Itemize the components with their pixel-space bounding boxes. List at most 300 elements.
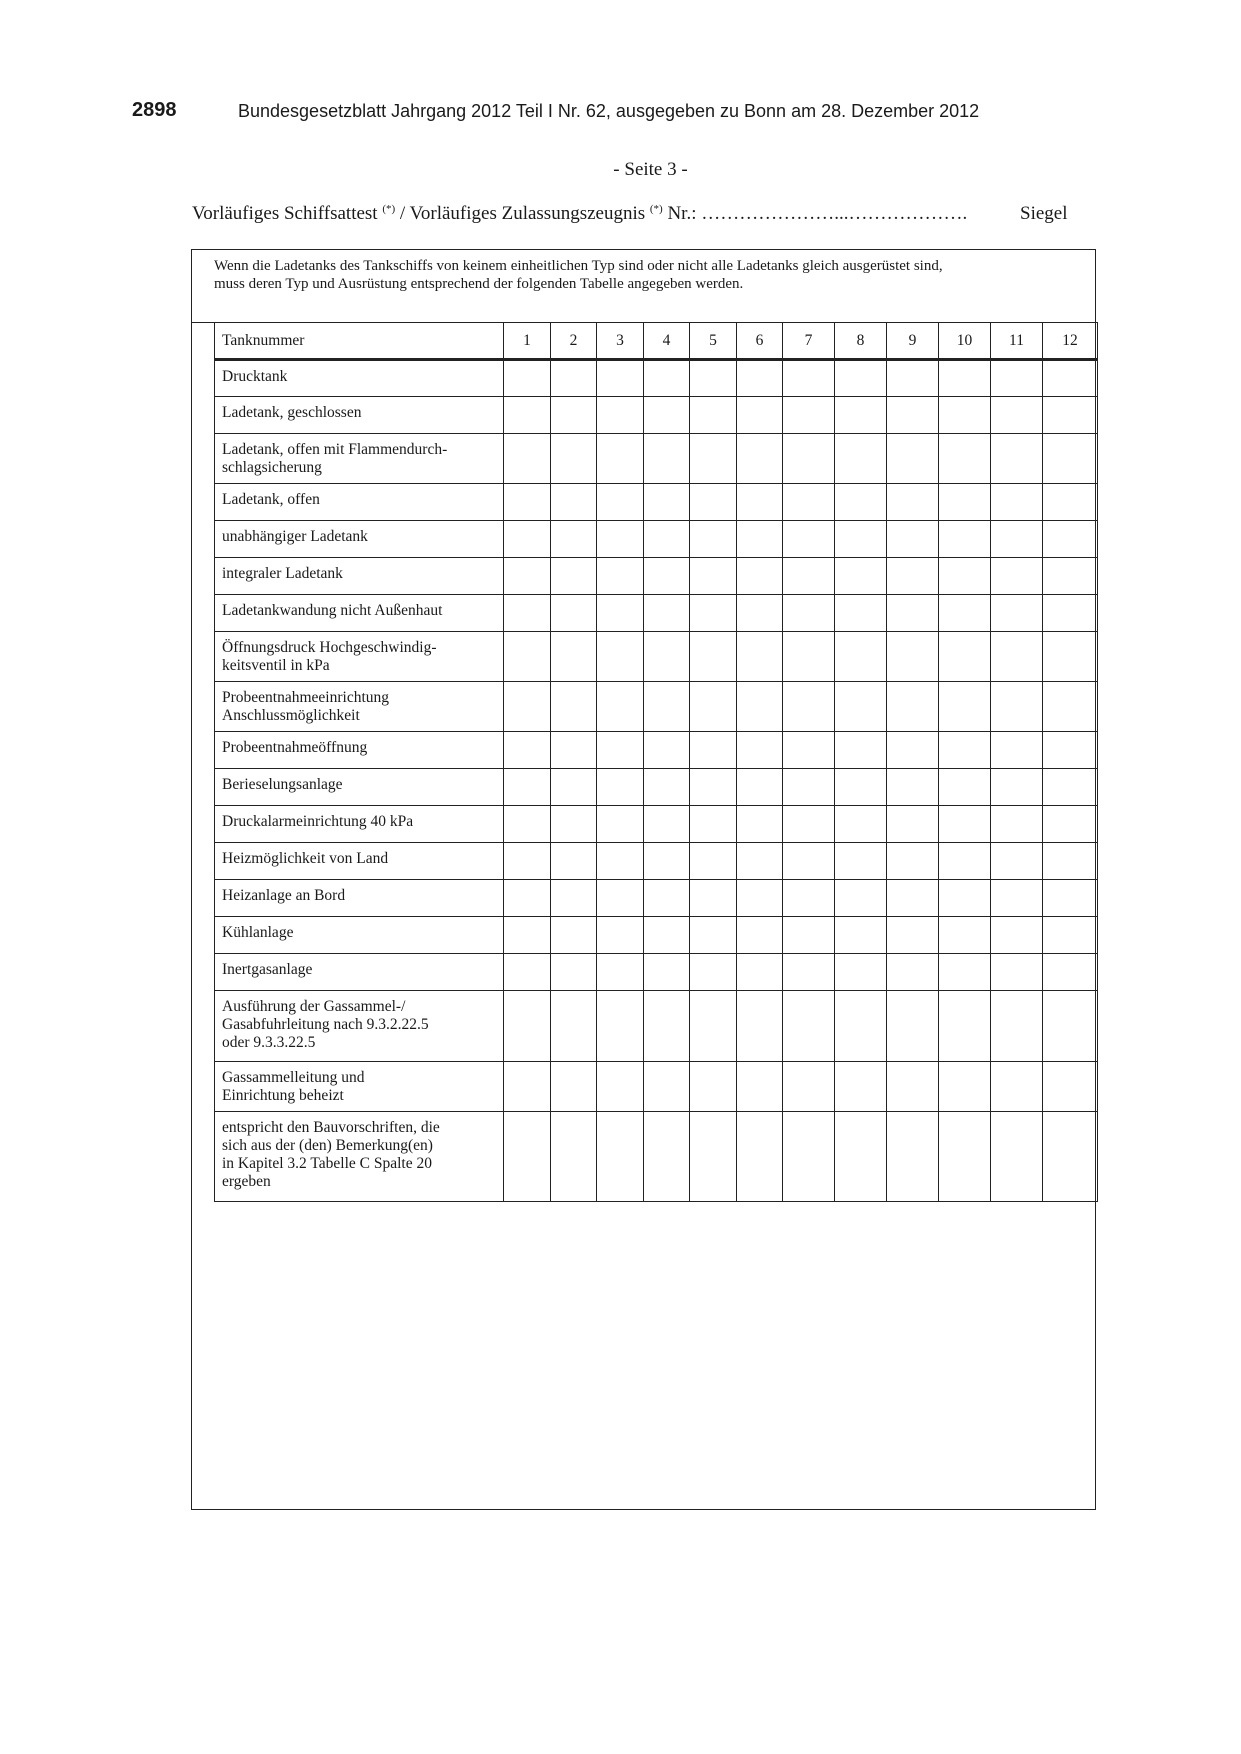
tank-entry-cell[interactable]: [551, 521, 597, 558]
tank-entry-cell[interactable]: [644, 769, 690, 806]
tank-entry-cell[interactable]: [690, 521, 737, 558]
tank-entry-cell[interactable]: [939, 360, 991, 397]
tank-entry-cell[interactable]: [504, 484, 551, 521]
tank-entry-cell[interactable]: [737, 484, 783, 521]
tank-entry-cell[interactable]: [644, 954, 690, 991]
tank-entry-cell[interactable]: [551, 632, 597, 682]
tank-entry-cell[interactable]: [1043, 917, 1098, 954]
tank-entry-cell[interactable]: [597, 732, 644, 769]
footnote-mark-1: (*): [382, 203, 396, 215]
tank-entry-cell[interactable]: [1043, 843, 1098, 880]
tank-entry-cell[interactable]: [939, 558, 991, 595]
table-row: [215, 1062, 1098, 1112]
tank-entry-cell[interactable]: [551, 1112, 597, 1202]
tank-entry-cell[interactable]: [783, 769, 835, 806]
table-row: [215, 558, 1098, 595]
row-label: [215, 991, 504, 1062]
tank-entry-cell[interactable]: [835, 632, 887, 682]
tank-entry-cell[interactable]: [644, 1062, 690, 1112]
tank-entry-cell[interactable]: [887, 595, 939, 632]
row-label: [215, 558, 504, 595]
tank-entry-cell[interactable]: [1043, 521, 1098, 558]
tank-entry-cell[interactable]: [551, 360, 597, 397]
tank-entry-cell[interactable]: [783, 595, 835, 632]
tank-entry-cell[interactable]: [991, 558, 1043, 595]
tank-entry-cell[interactable]: [644, 434, 690, 484]
table-row: [215, 484, 1098, 521]
tank-entry-cell[interactable]: [939, 521, 991, 558]
tank-entry-cell[interactable]: [737, 1112, 783, 1202]
row-label: [215, 806, 504, 843]
footnote-mark-2: (*): [649, 203, 663, 215]
tank-entry-cell[interactable]: [939, 595, 991, 632]
tank-entry-cell[interactable]: [644, 917, 690, 954]
row-label-text: Inertgasanlage: [222, 961, 313, 978]
tank-entry-cell[interactable]: [597, 1062, 644, 1112]
tank-entry-cell[interactable]: [690, 360, 737, 397]
row-label: [215, 682, 504, 732]
tank-entry-cell[interactable]: [504, 521, 551, 558]
tank-entry-cell[interactable]: [939, 1112, 991, 1202]
tank-entry-cell[interactable]: [991, 880, 1043, 917]
tank-entry-cell[interactable]: [991, 991, 1043, 1062]
tank-entry-cell[interactable]: [835, 521, 887, 558]
tank-entry-cell[interactable]: [690, 880, 737, 917]
tank-entry-cell[interactable]: [887, 732, 939, 769]
table-row: [215, 769, 1098, 806]
tank-entry-cell[interactable]: [835, 1112, 887, 1202]
tank-entry-cell[interactable]: [690, 806, 737, 843]
tank-entry-cell[interactable]: [644, 682, 690, 732]
tank-entry-cell[interactable]: [737, 682, 783, 732]
tank-entry-cell[interactable]: [644, 806, 690, 843]
tank-entry-cell[interactable]: [939, 397, 991, 434]
tank-entry-cell[interactable]: [991, 434, 1043, 484]
tank-entry-cell[interactable]: [737, 595, 783, 632]
row-label: [215, 843, 504, 880]
tank-entry-cell[interactable]: [1043, 806, 1098, 843]
tank-entry-cell[interactable]: [887, 434, 939, 484]
tank-entry-cell[interactable]: [783, 434, 835, 484]
row-label-text: Drucktank: [222, 368, 288, 385]
column-header: 12: [1043, 323, 1098, 360]
tank-table: [214, 322, 1098, 1202]
tank-entry-cell[interactable]: [835, 360, 887, 397]
tank-entry-cell[interactable]: [887, 769, 939, 806]
tank-entry-cell[interactable]: [737, 360, 783, 397]
page-label: - Seite 3 -: [613, 159, 688, 180]
table-row: [215, 397, 1098, 434]
tank-entry-cell[interactable]: [504, 880, 551, 917]
tank-entry-cell[interactable]: [783, 732, 835, 769]
column-header: 4: [644, 323, 690, 360]
tank-entry-cell[interactable]: [644, 595, 690, 632]
tank-entry-cell[interactable]: [1043, 732, 1098, 769]
table-row: [215, 521, 1098, 558]
tank-entry-cell[interactable]: [991, 917, 1043, 954]
tank-entry-cell[interactable]: [737, 806, 783, 843]
table-row: [215, 1112, 1098, 1202]
tank-entry-cell[interactable]: [939, 880, 991, 917]
certificate-line: [192, 203, 967, 225]
tank-entry-cell[interactable]: [737, 632, 783, 682]
gazette-header: Bundesgesetzblatt Jahrgang 2012 Teil I Nr. 62, ausgegeben zu Bonn am 28. Dezember 2012: [238, 101, 980, 121]
tank-entry-cell[interactable]: [835, 769, 887, 806]
table-row: [215, 632, 1098, 682]
tank-entry-cell[interactable]: [887, 1062, 939, 1112]
tank-entry-cell[interactable]: [504, 917, 551, 954]
tank-entry-cell[interactable]: [835, 732, 887, 769]
tank-entry-cell[interactable]: [551, 434, 597, 484]
tank-entry-cell[interactable]: [504, 434, 551, 484]
row-label: [215, 521, 504, 558]
tank-entry-cell[interactable]: [737, 991, 783, 1062]
row-label-text: Ladetank, offen: [222, 491, 320, 508]
tank-entry-cell[interactable]: [504, 1062, 551, 1112]
tank-entry-cell[interactable]: [597, 682, 644, 732]
table-body: [215, 360, 1098, 1202]
tank-entry-cell[interactable]: [783, 682, 835, 732]
tank-entry-cell[interactable]: [939, 484, 991, 521]
tank-entry-cell[interactable]: [737, 434, 783, 484]
tank-entry-cell[interactable]: [887, 521, 939, 558]
tank-entry-cell[interactable]: [690, 484, 737, 521]
tank-entry-cell[interactable]: [991, 484, 1043, 521]
tank-entry-cell[interactable]: [991, 682, 1043, 732]
tank-entry-cell[interactable]: [835, 954, 887, 991]
seal-label: Siegel: [1020, 203, 1068, 224]
row-label-text: Probeentnahmeöffnung: [222, 739, 368, 756]
row-label: [215, 769, 504, 806]
row-label: [215, 632, 504, 682]
tank-entry-cell[interactable]: [835, 917, 887, 954]
certificate-text-1: Vorläufiges Schiffsattest: [192, 203, 383, 224]
column-header: 10: [939, 323, 991, 360]
tank-entry-cell[interactable]: [991, 806, 1043, 843]
tank-entry-cell[interactable]: [887, 917, 939, 954]
tank-entry-cell[interactable]: [991, 360, 1043, 397]
tank-entry-cell[interactable]: [690, 843, 737, 880]
row-label: [215, 360, 504, 397]
tank-entry-cell[interactable]: [690, 632, 737, 682]
tank-entry-cell[interactable]: [737, 732, 783, 769]
tank-entry-cell[interactable]: [835, 843, 887, 880]
row-label: [215, 595, 504, 632]
tank-entry-cell[interactable]: [504, 558, 551, 595]
intro-text: [214, 257, 1084, 293]
tank-entry-cell[interactable]: [737, 521, 783, 558]
tank-entry-cell[interactable]: [939, 1062, 991, 1112]
tank-entry-cell[interactable]: [1043, 632, 1098, 682]
row-label-text: Heizanlage an Bord: [222, 887, 346, 904]
tank-entry-cell[interactable]: [504, 769, 551, 806]
tank-entry-cell[interactable]: [939, 769, 991, 806]
row-label: [215, 917, 504, 954]
column-header: 9: [887, 323, 939, 360]
column-header: 5: [690, 323, 737, 360]
tank-entry-cell[interactable]: [835, 484, 887, 521]
tank-entry-cell[interactable]: [939, 434, 991, 484]
tank-entry-cell[interactable]: [504, 954, 551, 991]
tank-entry-cell[interactable]: [551, 806, 597, 843]
tank-entry-cell[interactable]: [991, 595, 1043, 632]
column-header: 8: [835, 323, 887, 360]
row-label: [215, 1062, 504, 1112]
tank-entry-cell[interactable]: [991, 521, 1043, 558]
table-row: [215, 843, 1098, 880]
tank-entry-cell[interactable]: [835, 806, 887, 843]
tank-entry-cell[interactable]: [887, 991, 939, 1062]
column-header: 2: [551, 323, 597, 360]
table-row: [215, 682, 1098, 732]
tank-entry-cell[interactable]: [991, 632, 1043, 682]
tank-entry-cell[interactable]: [644, 521, 690, 558]
tank-entry-cell[interactable]: [835, 434, 887, 484]
tank-entry-cell[interactable]: [504, 806, 551, 843]
tank-entry-cell[interactable]: [504, 360, 551, 397]
tank-entry-cell[interactable]: [644, 397, 690, 434]
tank-entry-cell[interactable]: [551, 558, 597, 595]
tank-entry-cell[interactable]: [783, 484, 835, 521]
tank-entry-cell[interactable]: [939, 682, 991, 732]
tank-entry-cell[interactable]: [939, 917, 991, 954]
tank-entry-cell[interactable]: [690, 595, 737, 632]
table-row: [215, 806, 1098, 843]
column-header: 3: [597, 323, 644, 360]
tank-entry-cell[interactable]: [939, 991, 991, 1062]
tank-entry-cell[interactable]: [939, 732, 991, 769]
tank-entry-cell[interactable]: [1043, 595, 1098, 632]
tank-entry-cell[interactable]: [597, 360, 644, 397]
tank-entry-cell[interactable]: [551, 769, 597, 806]
tank-entry-cell[interactable]: [597, 806, 644, 843]
tank-entry-cell[interactable]: [991, 954, 1043, 991]
tank-entry-cell[interactable]: [644, 880, 690, 917]
tank-entry-cell[interactable]: [783, 917, 835, 954]
tank-entry-cell[interactable]: [835, 1062, 887, 1112]
row-label: [215, 1112, 504, 1202]
tank-entry-cell[interactable]: [504, 632, 551, 682]
row-label-text: unabhängiger Ladetank: [222, 528, 368, 545]
tank-entry-cell[interactable]: [504, 991, 551, 1062]
tank-entry-cell[interactable]: [887, 484, 939, 521]
tank-entry-cell[interactable]: [597, 991, 644, 1062]
tank-entry-cell[interactable]: [991, 769, 1043, 806]
tank-entry-cell[interactable]: [1043, 1112, 1098, 1202]
tank-entry-cell[interactable]: [690, 1062, 737, 1112]
certificate-text-2: / Vorläufiges Zulassungszeugnis: [395, 203, 650, 224]
column-header: 11: [991, 323, 1043, 360]
row-label-text: Gassammelleitung und Einrichtung beheizt: [222, 1069, 365, 1104]
tank-number-header: Tanknummer: [215, 323, 504, 360]
tank-entry-cell[interactable]: [783, 1062, 835, 1112]
page-number: 2898: [132, 99, 177, 121]
tank-entry-cell[interactable]: [991, 732, 1043, 769]
tank-entry-cell[interactable]: [597, 521, 644, 558]
tank-entry-cell[interactable]: [597, 843, 644, 880]
tank-entry-cell[interactable]: [783, 954, 835, 991]
tank-entry-cell[interactable]: [1043, 484, 1098, 521]
tank-entry-cell[interactable]: [835, 682, 887, 732]
tank-entry-cell[interactable]: [835, 558, 887, 595]
tank-entry-cell[interactable]: [1043, 558, 1098, 595]
tank-entry-cell[interactable]: [783, 632, 835, 682]
tank-entry-cell[interactable]: [737, 769, 783, 806]
tank-entry-cell[interactable]: [835, 397, 887, 434]
tank-entry-cell[interactable]: [1043, 954, 1098, 991]
tank-entry-cell[interactable]: [939, 843, 991, 880]
tank-entry-cell[interactable]: [783, 360, 835, 397]
tank-entry-cell[interactable]: [551, 843, 597, 880]
tank-entry-cell[interactable]: [644, 1112, 690, 1202]
tank-entry-cell[interactable]: [939, 806, 991, 843]
tank-entry-cell[interactable]: [644, 484, 690, 521]
tank-entry-cell[interactable]: [1043, 991, 1098, 1062]
tank-entry-cell[interactable]: [783, 880, 835, 917]
tank-entry-cell[interactable]: [783, 397, 835, 434]
tank-entry-cell[interactable]: [597, 954, 644, 991]
tank-entry-cell[interactable]: [597, 558, 644, 595]
tank-entry-cell[interactable]: [597, 434, 644, 484]
tank-entry-cell[interactable]: [737, 1062, 783, 1112]
table-row: [215, 434, 1098, 484]
tank-entry-cell[interactable]: [1043, 397, 1098, 434]
tank-entry-cell[interactable]: [783, 991, 835, 1062]
tank-entry-cell[interactable]: [644, 360, 690, 397]
tank-entry-cell[interactable]: [551, 595, 597, 632]
tank-entry-cell[interactable]: [690, 732, 737, 769]
tank-entry-cell[interactable]: [690, 769, 737, 806]
tank-entry-cell[interactable]: [551, 880, 597, 917]
tank-entry-cell[interactable]: [504, 843, 551, 880]
tank-entry-cell[interactable]: [835, 595, 887, 632]
tank-entry-cell[interactable]: [737, 843, 783, 880]
tank-entry-cell[interactable]: [690, 917, 737, 954]
tank-entry-cell[interactable]: [783, 1112, 835, 1202]
tank-entry-cell[interactable]: [644, 558, 690, 595]
tank-entry-cell[interactable]: [551, 954, 597, 991]
tank-entry-cell[interactable]: [690, 991, 737, 1062]
tank-entry-cell[interactable]: [690, 558, 737, 595]
tank-entry-cell[interactable]: [551, 732, 597, 769]
tank-entry-cell[interactable]: [939, 954, 991, 991]
tank-entry-cell[interactable]: [551, 484, 597, 521]
tank-entry-cell[interactable]: [887, 632, 939, 682]
row-label-text: Ladetankwandung nicht Außenhaut: [222, 602, 443, 619]
tank-entry-cell[interactable]: [504, 397, 551, 434]
tank-entry-cell[interactable]: [783, 521, 835, 558]
row-label-text: entspricht den Bauvorschriften, die sich aus der (den) Bemerkung(en) in Kapitel 3.2 Tabelle C Spalte 20 ergeben: [222, 1119, 440, 1190]
tank-entry-cell[interactable]: [1043, 880, 1098, 917]
tank-entry-cell[interactable]: [783, 843, 835, 880]
row-label: [215, 484, 504, 521]
table-row: [215, 732, 1098, 769]
tank-entry-cell[interactable]: [551, 397, 597, 434]
row-label: [215, 434, 504, 484]
row-label: [215, 732, 504, 769]
tank-entry-cell[interactable]: [887, 397, 939, 434]
tank-entry-cell[interactable]: [835, 880, 887, 917]
tank-entry-cell[interactable]: [887, 806, 939, 843]
tank-entry-cell[interactable]: [887, 360, 939, 397]
tank-entry-cell[interactable]: [939, 632, 991, 682]
tank-entry-cell[interactable]: [737, 558, 783, 595]
tank-entry-cell[interactable]: [597, 917, 644, 954]
tank-entry-cell[interactable]: [991, 1112, 1043, 1202]
tank-entry-cell[interactable]: [887, 682, 939, 732]
row-label-text: Probeentnahmeeinrichtung Anschlussmöglichkeit: [222, 689, 390, 724]
tank-entry-cell[interactable]: [551, 991, 597, 1062]
tank-entry-cell[interactable]: [887, 954, 939, 991]
tank-entry-cell[interactable]: [504, 732, 551, 769]
tank-entry-cell[interactable]: [887, 880, 939, 917]
tank-entry-cell[interactable]: [1043, 682, 1098, 732]
tank-entry-cell[interactable]: [690, 397, 737, 434]
tank-entry-cell[interactable]: [504, 1112, 551, 1202]
tank-entry-cell[interactable]: [887, 1112, 939, 1202]
tank-entry-cell[interactable]: [835, 991, 887, 1062]
row-label-text: integraler Ladetank: [222, 565, 343, 582]
tank-entry-cell[interactable]: [504, 682, 551, 732]
tank-entry-cell[interactable]: [644, 843, 690, 880]
tank-entry-cell[interactable]: [644, 632, 690, 682]
row-label-text: Ladetank, offen mit Flammendurch- schlagsicherung: [222, 441, 448, 476]
tank-entry-cell[interactable]: [737, 880, 783, 917]
tank-entry-cell[interactable]: [597, 1112, 644, 1202]
tank-entry-cell[interactable]: [504, 595, 551, 632]
tank-entry-cell[interactable]: [887, 558, 939, 595]
row-label: [215, 880, 504, 917]
tank-entry-cell[interactable]: [644, 732, 690, 769]
tank-entry-cell[interactable]: [887, 843, 939, 880]
tank-entry-cell[interactable]: [991, 1062, 1043, 1112]
intro-line: muss deren Typ und Ausrüstung entsprechend der folgenden Tabelle angegeben werden.: [214, 276, 744, 292]
tank-entry-cell[interactable]: [597, 632, 644, 682]
tank-entry-cell[interactable]: [551, 682, 597, 732]
tank-entry-cell[interactable]: [737, 397, 783, 434]
tank-entry-cell[interactable]: [690, 954, 737, 991]
tank-entry-cell[interactable]: [1043, 769, 1098, 806]
tank-entry-cell[interactable]: [644, 991, 690, 1062]
tank-entry-cell[interactable]: [737, 954, 783, 991]
tank-entry-cell[interactable]: [597, 595, 644, 632]
row-label-text: Ladetank, geschlossen: [222, 404, 362, 421]
row-label-text: Ausführung der Gassammel-/ Gasabfuhrleitung nach 9.3.2.22.5 oder 9.3.3.22.5: [222, 998, 429, 1051]
table-row: [215, 954, 1098, 991]
tank-entry-cell[interactable]: [991, 397, 1043, 434]
column-header: 1: [504, 323, 551, 360]
tank-entry-cell[interactable]: [991, 843, 1043, 880]
tank-entry-cell[interactable]: [597, 880, 644, 917]
tank-entry-cell[interactable]: [597, 769, 644, 806]
tank-entry-cell[interactable]: [597, 484, 644, 521]
table-row: [215, 595, 1098, 632]
tank-entry-cell[interactable]: [1043, 1062, 1098, 1112]
table-row: [215, 917, 1098, 954]
tank-entry-cell[interactable]: [551, 917, 597, 954]
tank-entry-cell[interactable]: [597, 397, 644, 434]
tank-entry-cell[interactable]: [737, 917, 783, 954]
tank-entry-cell[interactable]: [690, 682, 737, 732]
row-label-text: Heizmöglichkeit von Land: [222, 850, 389, 867]
tank-entry-cell[interactable]: [551, 1062, 597, 1112]
tank-entry-cell[interactable]: [1043, 434, 1098, 484]
tank-entry-cell[interactable]: [690, 434, 737, 484]
tank-entry-cell[interactable]: [1043, 360, 1098, 397]
tank-entry-cell[interactable]: [783, 558, 835, 595]
tank-entry-cell[interactable]: [690, 1112, 737, 1202]
tank-entry-cell[interactable]: [783, 806, 835, 843]
